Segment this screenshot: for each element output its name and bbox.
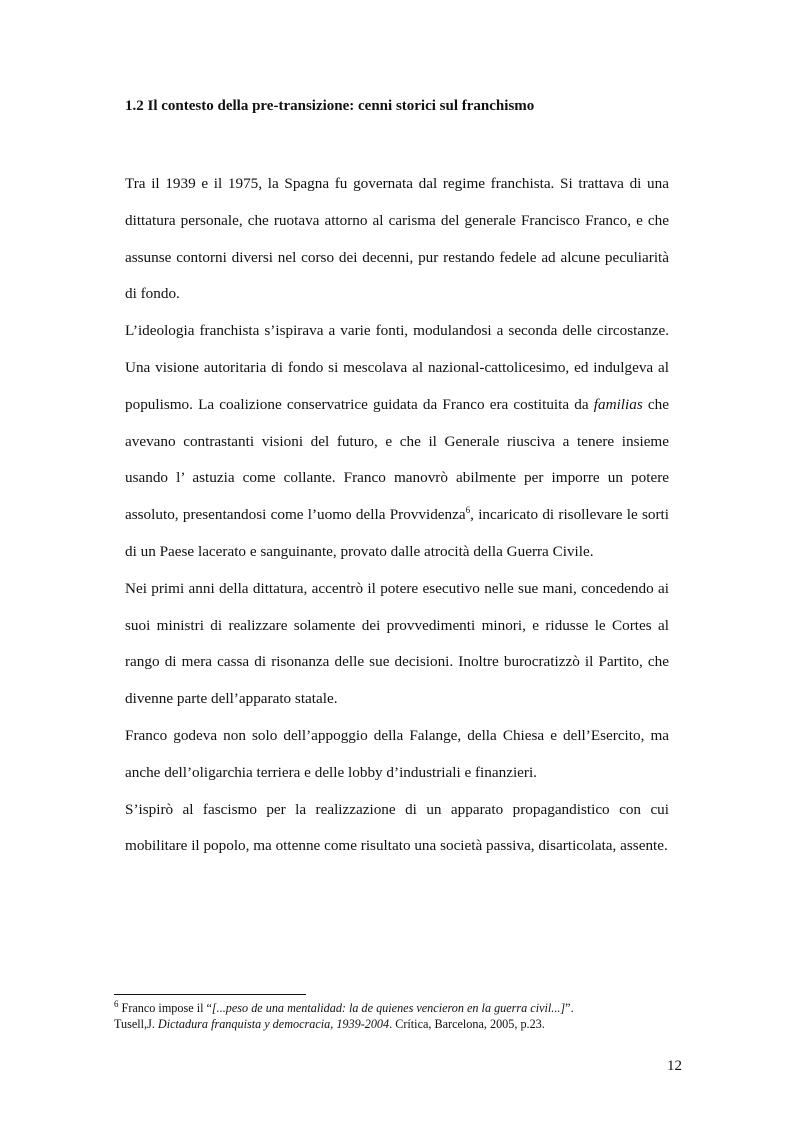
paragraph-4: Franco godeva non solo dell’appoggio della Falange, della Chiesa e dell’Esercito, ma anche dell’oligarchia terriera e delle lobby d’industriali e finanzieri. bbox=[125, 726, 669, 781]
paragraph-5: S’ispirò al fascismo per la realizzazione di un apparato propagandistico con cui mobilitare il popolo, ma ottenne come risultato una società passiva, disarticolata, assente. bbox=[125, 800, 669, 855]
footnote-book-title: Dictadura franquista y democracia, 1939-2004 bbox=[157, 1017, 390, 1031]
footnote-number: 6 bbox=[114, 998, 119, 1009]
footnote-line-2 bbox=[114, 1016, 684, 1032]
paragraph-2-part-2: che avevano contrastanti visioni del futuro, e che il Generale riusciva a tenere insieme usando l’ astuzia come collante. Franco manovrò abilmente per imporre un potere assoluto, presentandosi come l’uomo della Provvidenza bbox=[125, 395, 669, 524]
paragraph-1: Tra il 1939 e il 1975, la Spagna fu governata dal regime franchista. Si trattava di una dittatura personale, che ruotava attorno al carisma del generale Francisco Franco, e che assunse contorni diversi nel corso dei decenni, pur restando fedele ad alcune peculiarità di fondo. bbox=[125, 175, 669, 303]
paragraph-2 bbox=[125, 313, 669, 571]
page-number: 12 bbox=[667, 1058, 682, 1074]
footnote-publisher: . Crítica, Barcelona, 2005, p.23. bbox=[389, 1017, 545, 1031]
section-heading: 1.2 Il contesto della pre-transizione: cenni storici sul franchismo bbox=[125, 98, 535, 114]
paragraph-2-part-3: , incaricato di risollevare le sorti di un Paese lacerato e sanguinante, provato dalle atrocità della Guerra Civile. bbox=[125, 506, 669, 560]
body-text bbox=[125, 166, 669, 865]
footnote-reference[interactable]: 6 bbox=[465, 505, 471, 516]
footnote bbox=[114, 1000, 684, 1032]
footnote-intro: Franco impose il “ bbox=[118, 1001, 212, 1015]
paragraph-3: Nei primi anni della dittatura, accentrò il potere esecutivo nelle sue mani, concedendo ai suoi ministri di realizzare solamente dei provvedimenti minori, e ridusse le Cortes al rango di mera cassa di risonanza delle sue decisioni. Inoltre burocratizzò il Partito, che divenne parte dell’apparato statale. bbox=[125, 579, 669, 708]
footnote-quote: [...peso de una mentalidad: la de quienes vencieron en la guerra civil...] bbox=[211, 1001, 566, 1015]
paragraph-2-part-1: L’ideologia franchista s’ispirava a varie fonti, modulandosi a seconda delle circostanze. Una visione autoritaria di fondo si mescolava al nazional-cattolicesimo, ed indulgeva al populismo. La coalizione conservatrice guidata da Franco era costituita da bbox=[125, 322, 669, 413]
footnote-quote-end: ”. bbox=[565, 1001, 574, 1015]
familias-term: familias bbox=[593, 395, 643, 413]
footnote-line-1 bbox=[114, 1000, 684, 1016]
footnote-author: Tusell,J. bbox=[114, 1017, 158, 1031]
footnote-divider bbox=[114, 994, 306, 995]
